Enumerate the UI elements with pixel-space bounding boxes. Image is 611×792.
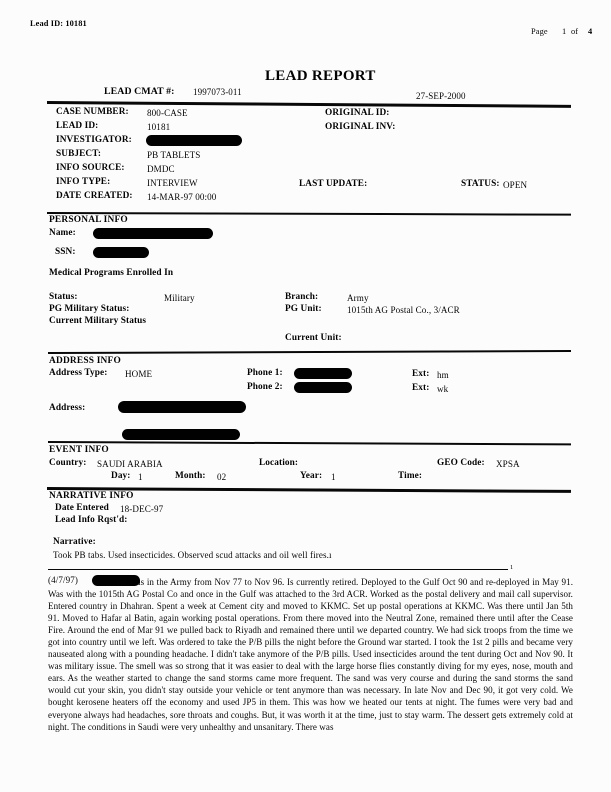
info-source-value: DMDC xyxy=(147,164,175,174)
info-type-value: INTERVIEW xyxy=(147,178,198,188)
date-created-label: DATE CREATED: xyxy=(56,191,133,201)
info-source-label: INFO SOURCE: xyxy=(56,163,125,173)
day-value: 1 xyxy=(138,472,143,482)
ssn-label: SSN: xyxy=(55,247,76,257)
address-label: Address: xyxy=(49,403,86,413)
status-value: OPEN xyxy=(503,180,528,190)
time-label: Time: xyxy=(398,471,423,481)
address-type-value: HOME xyxy=(125,369,153,379)
address-info-section-title: ADDRESS INFO xyxy=(49,356,121,366)
current-unit-label: Current Unit: xyxy=(285,333,342,343)
body-date-prefix: (4/7/97) xyxy=(48,575,78,585)
divider-event xyxy=(48,441,571,445)
geo-code-value: XPSA xyxy=(496,459,520,469)
page-of: of xyxy=(571,27,579,36)
day-label: Day: xyxy=(111,471,131,481)
narrative-label: Narrative: xyxy=(53,537,96,547)
address-line1-redaction xyxy=(118,401,246,413)
year-value: 1 xyxy=(331,472,336,482)
subject-value: PB TABLETS xyxy=(147,150,201,160)
ext1-value: hm xyxy=(437,370,449,380)
geo-code-label: GEO Code: xyxy=(437,458,485,468)
branch-value: Army xyxy=(347,293,369,303)
lead-id-value: 10181 xyxy=(147,122,171,132)
country-value: SAUDI ARABIA xyxy=(97,459,163,469)
date-entered-label: Date Entered xyxy=(55,503,109,513)
medical-programs-label: Medical Programs Enrolled In xyxy=(49,268,174,278)
divider-top xyxy=(47,101,571,107)
lead-id-header: Lead ID: 10181 xyxy=(30,19,87,28)
divider-address xyxy=(48,350,571,354)
page-current: 1 xyxy=(562,27,567,36)
info-type-label: INFO TYPE: xyxy=(56,177,111,187)
date-entered-value: 18-DEC-97 xyxy=(120,504,164,514)
original-inv-label: ORIGINAL INV: xyxy=(325,122,396,132)
page-label: Page xyxy=(531,27,548,36)
address-type-label: Address Type: xyxy=(49,368,108,378)
lead-info-rqstd-label: Lead Info Rqst'd: xyxy=(55,515,128,525)
narrative-info-section-title: NARRATIVE INFO xyxy=(49,491,134,501)
country-label: Country: xyxy=(49,458,87,468)
narrative-body-text xyxy=(48,576,573,733)
lead-id-label: LEAD ID: xyxy=(56,121,99,131)
subject-label: SUBJECT: xyxy=(56,149,102,159)
case-number-value: 800-CASE xyxy=(147,108,188,118)
ssn-redaction xyxy=(93,247,149,258)
investigator-redaction xyxy=(146,135,242,146)
phone1-redaction xyxy=(294,368,352,379)
personal-info-section-title: PERSONAL INFO xyxy=(49,215,128,225)
pg-unit-value: 1015th AG Postal Co., 3/ACR xyxy=(347,305,460,315)
address-line2-redaction xyxy=(122,429,240,440)
original-id-label: ORIGINAL ID: xyxy=(325,108,390,118)
ext1-label: Ext: xyxy=(412,369,430,379)
location-label: Location: xyxy=(259,458,299,468)
investigator-label: INVESTIGATOR: xyxy=(56,135,132,145)
phone2-redaction xyxy=(294,382,352,393)
date-created-value: 14-MAR-97 00:00 xyxy=(147,192,217,202)
current-military-status-label: Current Military Status xyxy=(49,316,147,326)
page-total: 4 xyxy=(588,27,593,36)
status-field-label: Status: xyxy=(49,292,78,302)
branch-label: Branch: xyxy=(285,292,319,302)
case-number-label: CASE NUMBER: xyxy=(56,107,129,117)
pg-unit-label: PG Unit: xyxy=(285,304,322,314)
page-title: LEAD REPORT xyxy=(265,68,376,84)
ext2-value: wk xyxy=(437,384,449,394)
cmat-value: 1997073-011 xyxy=(193,87,242,97)
event-info-section-title: EVENT INFO xyxy=(49,445,109,455)
status-label: STATUS: xyxy=(461,179,500,189)
narrative-body-run: - Vet was in the Army from Nov 77 to Nov 96. Is currently retired. Deployed to the Gulf Oct 90 and re-deployed in May 91. Was with the 1015th AG Postal Co and once in the Gulf was attached to the 3rd ACR. Worked as the postal delivery and mail call supervisor. Entered country in Dhahran. Spent a week at Cement city and moved to KKMC. Set up postal operations at KKMC. Was there until Jan 5th 91. Moved to Hafar al Batin, again working postal operations. From there moved into the Neutral Zone, remained there until after the Cease Fire. Around the end of Mar 91 we pulled back to Riyadh and remained there until we departed country. We had sick troops from the time we got into country until we left. Was ordered to take the P/B pills the night before the Ground war started. I took the 1st 2 pills and became very nauseated along with a pounding headache. I didn't take anymore of the P/B pills. Used insecticides around the tent during Oct and Nov 90. It was military issue. The smell was so strong that it was easier to deal with the large horse flies constantly diving for my eyes, nose, mouth and ears. As the weather started to change the sand storms came more frequent. The sand was very course and during the sand storms the sand would cut your skin, you didn't stay outside your vehicle or tent anymore than was necessary. In late Nov and Dec 90, it got very cold. We bought kerosene heaters off the economy and used JP5 in them. This was how we heated our tents at night. The fumes were very bad and everyone always had headaches, sore throats and coughs. But, it was worth it at the time, just to stay warm. The dessert gets extremely cold at night. The conditions in Saudi were very unhealthy and unsanitary. There was xyxy=(48,577,574,732)
footnote-marker: 1 xyxy=(510,564,514,571)
ext2-label: Ext: xyxy=(412,383,430,393)
name-label: Name: xyxy=(49,228,76,238)
name-redaction xyxy=(93,228,213,239)
pg-military-status-label: PG Military Status: xyxy=(49,304,130,314)
year-label: Year: xyxy=(300,471,323,481)
report-date: 27-SEP-2000 xyxy=(416,91,466,101)
phone2-label: Phone 2: xyxy=(247,382,283,392)
status-field-value: Military xyxy=(164,293,195,303)
month-label: Month: xyxy=(175,471,206,481)
phone1-label: Phone 1: xyxy=(247,368,283,378)
cmat-label: LEAD CMAT #: xyxy=(104,86,175,97)
narrative-summary: Took PB tabs. Used insecticides. Observed scud attacks and oil well fires.ı xyxy=(53,550,332,560)
last-update-label: LAST UPDATE: xyxy=(299,179,368,189)
divider-footnote xyxy=(48,569,508,570)
month-value: 02 xyxy=(217,472,227,482)
